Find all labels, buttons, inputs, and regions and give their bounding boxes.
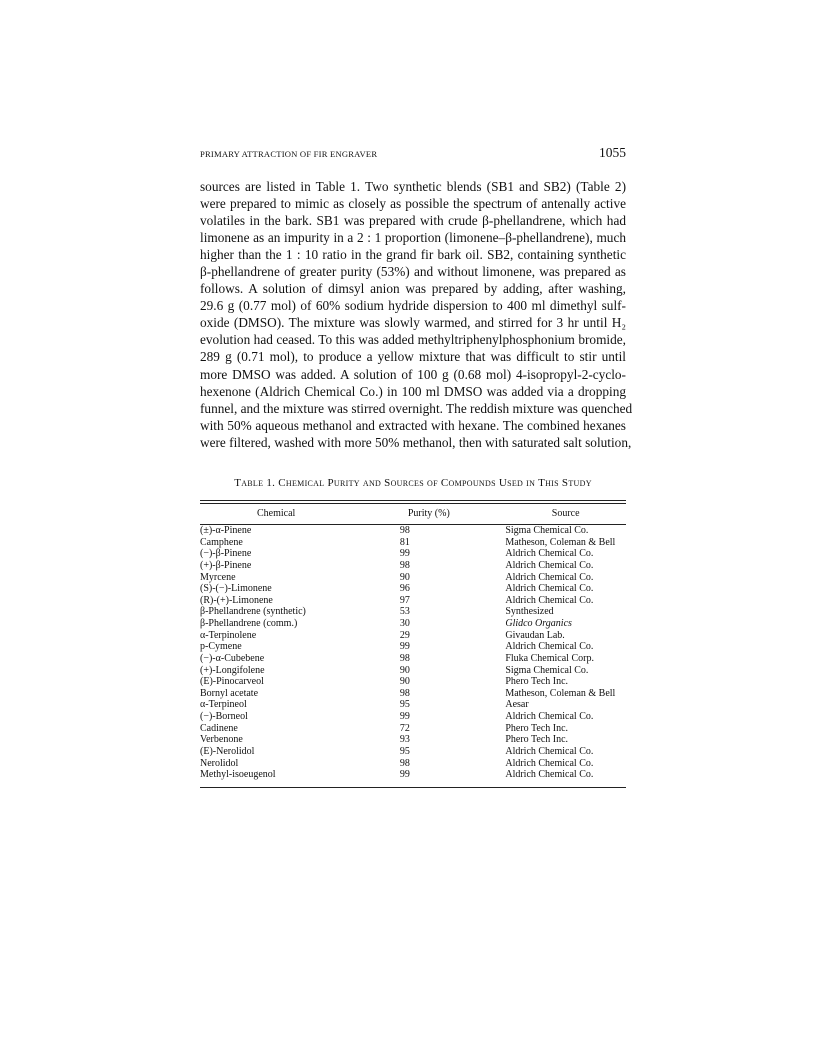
cell-chemical: Nerolidol (200, 757, 239, 769)
table-header-row (200, 504, 626, 524)
running-title: PRIMARY ATTRACTION OF FIR ENGRAVER (200, 149, 378, 159)
cell-purity: 99 (399, 769, 410, 781)
header-chemical: Chemical (257, 508, 296, 519)
table-row (200, 734, 626, 746)
cell-purity: 29 (399, 629, 410, 641)
cell-chemical: Camphene (200, 536, 243, 548)
table-row (200, 723, 626, 735)
cell-chemical: p-Cymene (200, 641, 242, 653)
cell-purity: 99 (399, 548, 410, 560)
cell-source: Aesar (505, 699, 529, 711)
cell-source: Phero Tech Inc. (505, 676, 569, 688)
cell-source: Aldrich Chemical Co. (505, 594, 594, 606)
cell-purity: 93 (399, 734, 410, 746)
cell-source: Matheson, Coleman & Bell (505, 536, 616, 548)
cell-source: Sigma Chemical Co. (505, 525, 589, 536)
cell-purity: 98 (399, 559, 410, 571)
table-row (200, 688, 626, 700)
cell-purity: 98 (399, 652, 410, 664)
text-line: were prepared to mimic as closely as possible the spectrum of antenally active (200, 196, 626, 212)
cell-chemical: Myrcene (200, 571, 236, 583)
cell-chemical: (S)-(−)-Limonene (200, 583, 272, 595)
cell-source: Sigma Chemical Co. (505, 664, 589, 676)
cell-chemical: (E)-Nerolidol (200, 745, 255, 757)
cell-chemical: (E)-Pinocarveol (200, 676, 264, 688)
cell-purity: 99 (399, 641, 410, 653)
table-row (200, 641, 626, 653)
text-line: higher than the 1 : 10 ratio in the grand fir bark oil. SB2, containing synthetic (200, 247, 626, 263)
cell-chemical: (−)-α-Cubebene (200, 652, 265, 664)
cell-chemical: (+)-β-Pinene (200, 559, 252, 571)
text-line: 29.6 g (0.77 mol) of 60% sodium hydride dispersion to 400 ml dimethyl sulf- (200, 298, 626, 314)
table-row (200, 665, 626, 677)
table-row (200, 583, 626, 595)
cell-source: Glidco Organics (505, 618, 572, 629)
cell-purity: 53 (399, 606, 410, 618)
cell-purity: 90 (399, 571, 410, 583)
cell-source: Phero Tech Inc. (505, 722, 569, 734)
cell-purity: 98 (399, 525, 410, 536)
text-line: volatiles in the bark. SB1 was prepared with crude β-phellandrene, which had (200, 213, 626, 229)
cell-source: Aldrich Chemical Co. (505, 583, 594, 595)
table-row (200, 606, 626, 618)
cell-purity: 99 (399, 711, 410, 722)
text-line: follows. A solution of dimsyl anion was prepared by adding, after washing, (200, 281, 626, 297)
page-number: 1055 (599, 145, 626, 160)
table-row (200, 560, 626, 572)
table-row (200, 758, 626, 770)
cell-chemical: Cadinene (200, 722, 238, 734)
text-line: sources are listed in Table 1. Two synthetic blends (SB1 and SB2) (Table 2) (200, 179, 626, 194)
text-line: limonene as an impurity in a 2 : 1 proportion (limonene–β-phellandrene), much (200, 230, 626, 246)
text-line: were filtered, washed with more 50% methanol, then with saturated salt solution, (200, 434, 632, 450)
cell-chemical: α-Terpinolene (200, 629, 257, 641)
text-line: with 50% aqueous methanol and extracted with hexane. The combined hexanes (200, 417, 626, 433)
text-line: hexenone (Aldrich Chemical Co.) in 100 ml DMSO was added via a dropping (200, 383, 626, 399)
cell-source: Aldrich Chemical Co. (505, 571, 594, 583)
cell-chemical: β-Phellandrene (synthetic) (200, 606, 306, 618)
cell-purity: 72 (399, 722, 410, 734)
cell-source: Phero Tech Inc. (505, 734, 569, 746)
cell-purity: 81 (399, 536, 410, 548)
cell-purity: 98 (399, 757, 410, 769)
cell-source: Aldrich Chemical Co. (505, 641, 594, 653)
table-row (200, 595, 626, 607)
table-1 (200, 500, 626, 788)
cell-purity: 96 (399, 583, 410, 595)
header-purity: Purity (%) (407, 508, 450, 519)
cell-source: Synthesized (505, 606, 554, 618)
cell-source: Aldrich Chemical Co. (505, 769, 594, 781)
cell-source: Matheson, Coleman & Bell (505, 687, 616, 699)
text-line: 289 g (0.71 mol), to produce a yellow mixture that was difficult to stir until (200, 349, 626, 365)
text-line: β-phellandrene of greater purity (53%) and without limonene, was prepared as (200, 264, 626, 280)
table-row (200, 548, 626, 560)
cell-purity: 95 (399, 699, 410, 711)
header-source: Source (551, 508, 580, 519)
table-row (200, 537, 626, 549)
purity-table (200, 504, 626, 781)
table-row (200, 653, 626, 665)
table-row (200, 746, 626, 758)
table-body (200, 525, 626, 781)
cell-purity: 90 (399, 664, 410, 676)
text-line: oxide (DMSO). The mixture was slowly warmed, and stirred for 3 hr until H₂ (200, 315, 626, 331)
cell-chemical: (±)-α-Pinene (200, 525, 252, 536)
cell-chemical: (R)-(+)-Limonene (200, 594, 273, 606)
cell-chemical: (+)-Longifolene (200, 664, 265, 676)
table-row (200, 699, 626, 711)
body-paragraph (200, 178, 633, 451)
table-row (200, 630, 626, 642)
text-line: funnel, and the mixture was stirred overnight. The reddish mixture was quenched (200, 400, 633, 416)
table-row (200, 618, 626, 630)
cell-chemical: (−)-Borneol (200, 711, 248, 722)
table-row (200, 769, 626, 781)
table-row (200, 572, 626, 584)
cell-purity: 90 (399, 676, 410, 688)
cell-source: Aldrich Chemical Co. (505, 559, 594, 571)
cell-chemical: Bornyl acetate (200, 687, 259, 699)
cell-source: Givaudan Lab. (505, 629, 565, 641)
cell-chemical: α-Terpineol (200, 699, 247, 711)
text-line: more DMSO was added. A solution of 100 g (0.68 mol) 4-isopropyl-2-cyclo- (200, 366, 626, 382)
cell-source: Aldrich Chemical Co. (505, 745, 594, 757)
table-row (200, 676, 626, 688)
cell-source: Aldrich Chemical Co. (505, 757, 594, 769)
table-row (200, 525, 626, 537)
table-bottom-rule (200, 787, 626, 788)
cell-source: Aldrich Chemical Co. (505, 711, 594, 722)
cell-purity: 95 (399, 745, 410, 757)
cell-chemical: Methyl-isoeugenol (200, 769, 276, 781)
cell-source: Fluka Chemical Corp. (505, 652, 594, 664)
cell-source: Aldrich Chemical Co. (505, 548, 594, 560)
running-head (200, 145, 626, 161)
cell-chemical: β-Phellandrene (comm.) (200, 618, 298, 629)
cell-chemical: Verbenone (200, 734, 243, 746)
cell-purity: 98 (399, 687, 410, 699)
cell-chemical: (−)-β-Pinene (200, 548, 252, 560)
cell-purity: 97 (399, 594, 410, 606)
cell-purity: 30 (399, 618, 410, 629)
table-caption: Table 1. Chemical Purity and Sources of Compounds Used in This Study (234, 477, 592, 489)
text-line: evolution had ceased. To this was added methyltriphenylphosphonium bromide, (200, 332, 626, 348)
table-row (200, 711, 626, 723)
